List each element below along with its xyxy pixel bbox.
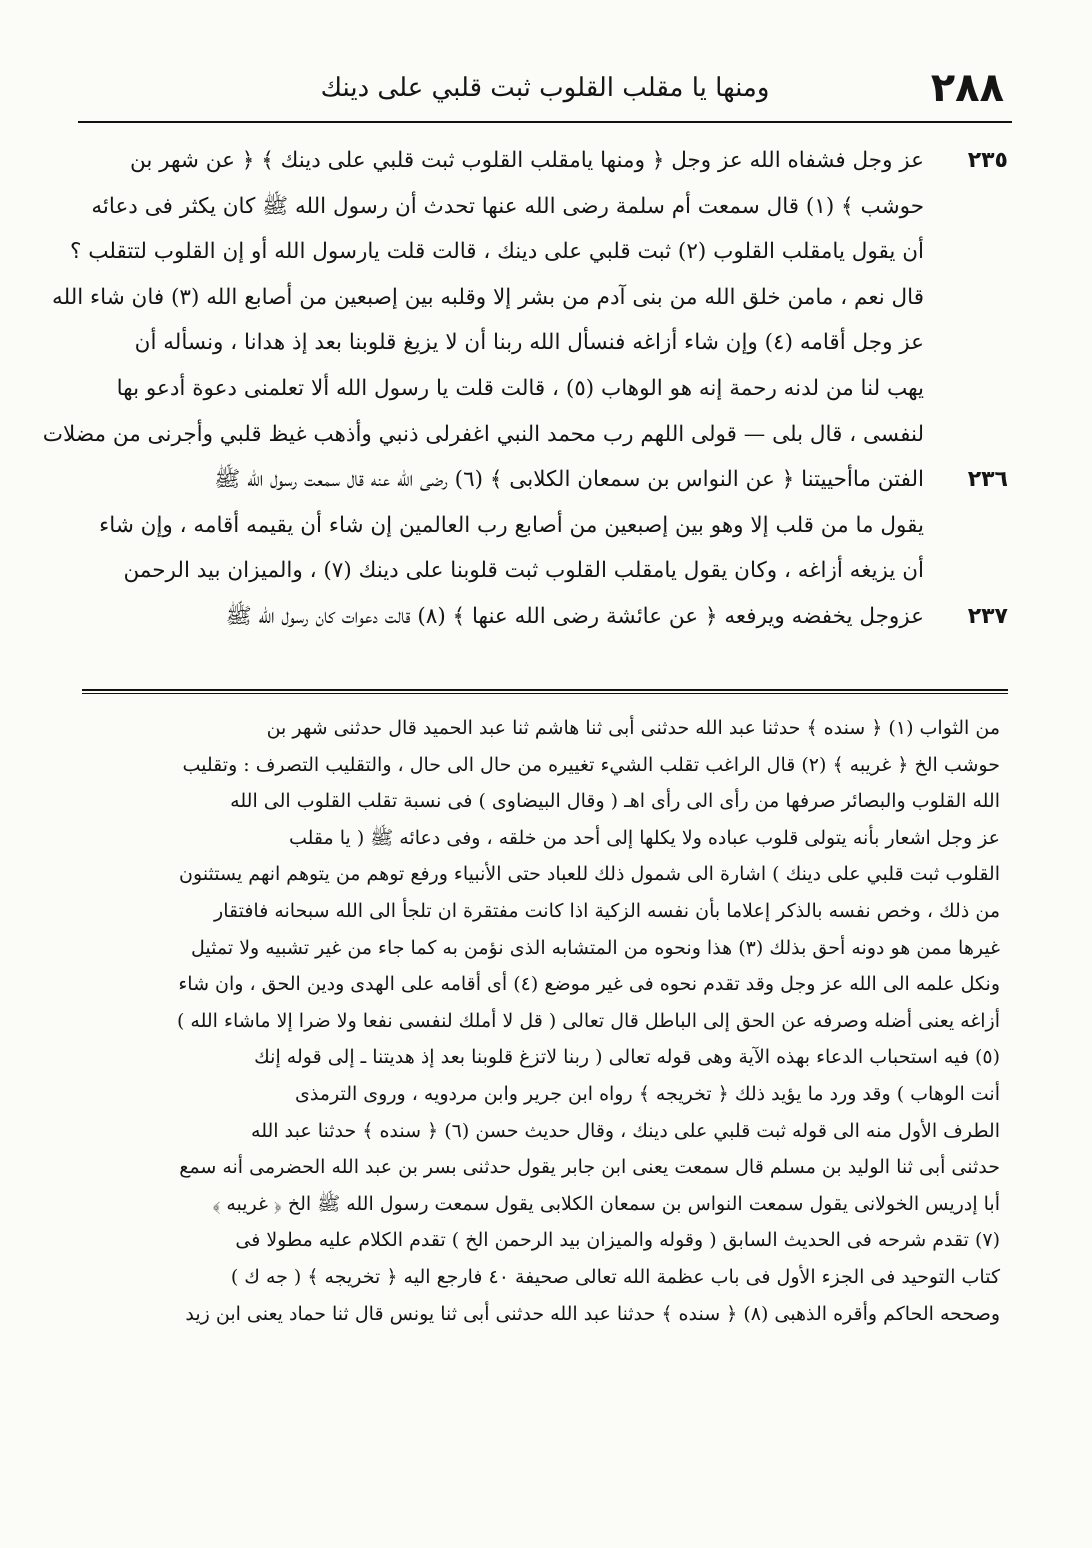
line-text: قال نعم ، مامن خلق الله من بنى آدم من بشر إلا وقلبه بين إصبعين من أصابع الله (٣) فان شاء الله <box>52 284 924 310</box>
text-line <box>42 412 1008 458</box>
hadith-number: ٢٣٧ <box>967 603 1008 629</box>
footnote-line: من ذلك ، وخص نفسه بالذكر إعلاما بأن نفسه الزكية اذا كانت مفتقرة ان تلجأ الى الله سبحانه فافتقار <box>214 899 1000 922</box>
line-text: أن يقول يامقلب القلوب (٢) ثبت قلبي على دينك ، قالت قلت يارسول الله أو إن القلوب لتتقلب ؟ <box>70 239 924 265</box>
page-header <box>80 58 1010 120</box>
footnote-line: حوشب الخ ﴿ غريبه ﴾ (٢) قال الراغب تقلب الشيء تغييره من حال الى حال ، والتقليب التصرف : وتقليب <box>182 753 1000 776</box>
line-text: عز وجل أقامه (٤) وإن شاء أزاغه فنسأل الله ربنا أن لا يزيغ قلوبنا بعد إذ هدانا ، ونسأله أن <box>134 330 924 356</box>
header-rule <box>78 121 1012 123</box>
text-line <box>80 366 1008 412</box>
text-line <box>80 320 1008 366</box>
hadith-number: ٢٣٦ <box>967 467 1008 493</box>
footnote-line: أبا إدريس الخولانى يقول سمعت النواس بن سمعان الكلابى يقول سمعت رسول الله ﷺ الخ ﴿ غريبه ﴾ <box>212 1192 1000 1215</box>
text-line <box>80 503 1008 549</box>
line-text: يقول ما من قلب إلا وهو بين إصبعين من أصابع رب العالمين إن شاء أن يقيمه أقامه ، وإن شاء <box>99 512 924 538</box>
text-line <box>80 184 1008 230</box>
hadith-number: ٢٣٥ <box>967 148 1008 173</box>
footnote-line: أنت الوهاب ) وقد ورد ما يؤيد ذلك ﴿ تخريجه ﴾ رواه ابن جرير وابن مردويه ، وروى الترمذى <box>294 1082 1000 1105</box>
footnote-line: غيرها ممن هو دونه أحق بذلك (٣) هذا ونحوه من المتشابه الذى نؤمن به كما جاء من غير تشبيه ولا تمثيل <box>191 936 1000 959</box>
footnote-line: وصححه الحاكم وأقره الذهبى (٨) ﴿ سنده ﴾ حدثنا عبد الله حدثنى أبى ثنا يونس قال ثنا حماد يعنى ابن زيد <box>185 1302 1000 1325</box>
text-line <box>52 275 1008 321</box>
text-line <box>80 457 1008 503</box>
footnote-line: عز وجل اشعار بأنه يتولى قلوب عباده ولا يكلها إلى أحد من خلقه ، وفى دعائه ﷺ ( يا مقلب <box>288 826 1000 849</box>
footnote-line: الله القلوب والبصائر صرفها من رأى الى رأى اهـ ( وقال البيضاوى ) فى نسبة تقلب القلوب الى الله <box>230 790 1000 813</box>
footnote-line: (٧) تقدم شرحه فى الحديث السابق ( وقوله والميزان بيد الرحمن الخ ) تقدم الكلام عليه مطولا فى <box>235 1229 1000 1252</box>
footnote-line: الطرف الأول منه الى قوله ثبت قلبي على دينك ، وقال حديث حسن (٦) ﴿ سنده ﴾ حدثنا عبد الله <box>251 1119 1000 1142</box>
text-line <box>80 594 1008 640</box>
line-text: حوشب ﴾ (١) قال سمعت أم سلمة رضى الله عنها تحدث أن رسول الله ﷺ كان يكثر فى دعائه <box>91 193 924 219</box>
line-text: أن يزيغه أزاغه ، وكان يقول يامقلب القلوب ثبت قلوبنا على دينك (٧) ، والميزان بيد الرحمن <box>123 558 924 584</box>
footnotes <box>80 710 1008 1332</box>
page-number: ٢٨٨ <box>930 65 1004 111</box>
footnote-line: من الثواب (١) ﴿ سنده ﴾ حدثنا عبد الله حدثنى أبى ثنا هاشم ثنا عبد الحميد قال حدثنى شهر بن <box>266 717 1000 739</box>
line-text: لنفسى ، قال بلى — قولى اللهم رب محمد النبي اغفرلى ذنبي وأذهب غيظ قلبي وأجرنى من مضلات <box>42 421 924 447</box>
footnote-line: أزاغه يعنى أضله وصرفه عن الحق إلى الباطل قال تعالى ( قل لا أملك لنفسى نفعا ولا ضرا إلا ماشاء الله ) <box>176 1009 1000 1032</box>
footnote-line: حدثنى أبى ثنا الوليد بن مسلم قال سمعت يعنى ابن جابر يقول حدثنى بسر بن عبد الله الحضرمى أنه سمع <box>179 1156 1000 1179</box>
main-text <box>42 138 1008 640</box>
text-line <box>80 138 1008 184</box>
running-title: ومنها يا مقلب القلوب ثبت قلبي على دينك <box>320 73 770 103</box>
footnote-line: ونكل علمه الى الله عز وجل وقد تقدم نحوه فى غير موضع (٤) أى أقامه على الهدى ودين الحق ، وان شاء <box>178 973 1000 996</box>
text-line <box>70 229 1008 275</box>
footnote-line: القلوب ثبت قلبي على دينك ) اشارة الى شمول ذلك للعباد حتى الأنبياء ورفع توهم من يتوهم انهم يستثنون <box>179 863 1000 886</box>
line-text: عزوجل يخفضه ويرفعه ﴿ عن عائشة رضى الله عنها ﴾ (٨) قالت دعوات كان رسول الله ﷺ <box>225 603 924 629</box>
footnote-rule-thin <box>82 693 1008 694</box>
footnote-line: كتاب التوحيد فى الجزء الأول فى باب عظمة الله تعالى صحيفة ٤٠ فارجع اليه ﴿ تخريجه ﴾ ( جه ك ) <box>230 1265 1000 1288</box>
text-line <box>80 548 1008 594</box>
line-text: يهب لنا من لدنه رحمة إنه هو الوهاب (٥) ، قالت قلت يا رسول الله ألا تعلمنى دعوة أدعو بها <box>116 375 924 401</box>
footnote-rule <box>82 689 1008 691</box>
footnote-line: (٥) فيه استحباب الدعاء بهذه الآية وهى قوله تعالى ( ربنا لاتزغ قلوبنا بعد إذ هديتنا ـ إلى قوله إنك <box>254 1046 1000 1069</box>
line-text: عز وجل فشفاه الله عز وجل ﴿ ومنها يامقلب القلوب ثبت قلبي على دينك ﴾ ﴿ عن شهر بن <box>129 148 924 173</box>
line-text: الفتن ماأحييتنا ﴿ عن النواس بن سمعان الكلابى ﴾ (٦) رضى الله عنه قال سمعت رسول الله ﷺ <box>214 467 924 493</box>
